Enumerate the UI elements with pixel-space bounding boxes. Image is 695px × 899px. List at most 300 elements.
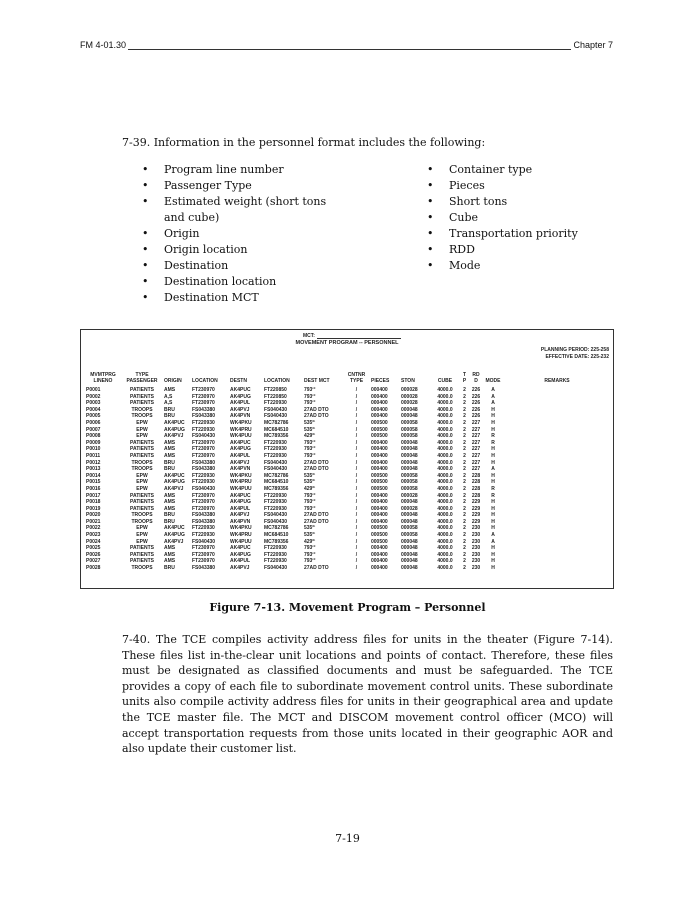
cell-rdd: 229 (471, 518, 481, 525)
cell-mode: H (491, 413, 495, 420)
cell-mct: 535th (304, 418, 316, 426)
cell-loc: FT230970 (192, 551, 215, 558)
cell-rdd: 229 (471, 512, 481, 519)
col-header-tp: T P (462, 372, 467, 384)
cell-mct: 27AD DTO (304, 413, 329, 420)
cell-rdd: 230 (471, 545, 481, 552)
cell-type: TROOPS (131, 512, 153, 519)
col-header-location: LOCATION (192, 378, 218, 384)
cell-ston: 000058 (401, 419, 418, 426)
cell-remarks (503, 525, 611, 532)
cell-tp: 2 (463, 406, 466, 413)
cell-destn: AK4PUL (230, 558, 251, 565)
cell-line: P0027 (86, 558, 101, 565)
ordinal-suffix: th (312, 537, 316, 542)
cell-cntnr: / (355, 525, 358, 532)
cell-mode: H (491, 499, 495, 506)
cell-loc2: FT220850 (264, 387, 287, 393)
cell-cntnr: / (355, 558, 358, 565)
cell-loc: FT230970 (192, 505, 215, 512)
cell-origin: AMS (164, 499, 176, 506)
cell-rdd: 226 (471, 393, 481, 400)
cell-rdd: 228 (471, 472, 481, 479)
effective-date: EFFECTIVE DATE: 225-232 (545, 354, 609, 360)
col-header-ston: STON (401, 378, 415, 384)
cell-remarks (503, 420, 611, 427)
list-item: • Estimated weight (short tons and cube) (140, 194, 350, 226)
col-header-destn: DESTN (230, 378, 247, 384)
table-row (85, 499, 611, 506)
cell-remarks (503, 466, 611, 473)
cell-tp: 2 (463, 558, 466, 565)
col-header-pieces: PIECES (371, 378, 390, 384)
cell-remarks (503, 473, 611, 480)
cell-remarks (503, 394, 611, 401)
cell-pieces: 000400 (371, 505, 388, 512)
table-row (85, 394, 611, 401)
cell-destn: WK4PRU (230, 532, 252, 539)
cell-loc2: MC789356 (264, 538, 289, 545)
cell-destn: AK4PUG (230, 446, 251, 453)
cell-cube: 4000.0 (437, 393, 453, 400)
ordinal-suffix: rd (312, 451, 316, 456)
cell-origin: AK4PVJ (164, 433, 184, 440)
ordinal-suffix: rd (312, 504, 316, 509)
cell-rdd: 227 (471, 426, 481, 433)
cell-rdd: 226 (471, 406, 481, 413)
running-header (80, 40, 613, 54)
cell-pieces: 000400 (371, 446, 388, 453)
cell-cube: 4000.0 (437, 406, 453, 413)
col-header-type: TYPE PASSENGER (126, 372, 158, 384)
cell-loc2: FS040430 (264, 466, 288, 473)
cell-origin: BRU (164, 518, 175, 525)
table-row (85, 473, 611, 480)
cell-tp: 2 (463, 400, 466, 407)
cell-loc: FT220930 (192, 525, 215, 532)
cell-ston: 000048 (401, 413, 418, 420)
cell-type: EPW (136, 538, 148, 545)
ordinal-suffix: th (312, 425, 316, 430)
cell-cntnr: / (355, 518, 358, 525)
mct-blank-line (317, 338, 401, 339)
cell-loc: FS043380 (192, 406, 216, 413)
cell-destn: AK4PUG (230, 499, 251, 506)
cell-cntnr: / (355, 419, 358, 426)
cell-loc: FS040430 (192, 538, 216, 545)
cell-type: EPW (136, 485, 148, 492)
table-row (85, 486, 611, 493)
cell-ston: 000058 (401, 532, 418, 539)
table-row (85, 427, 611, 434)
cell-origin: AMS (164, 505, 176, 512)
cell-ston: 000048 (401, 446, 418, 453)
cell-cntnr: / (355, 538, 358, 545)
cell-type: EPW (136, 419, 148, 426)
cell-rdd: 226 (471, 387, 481, 393)
cell-origin: BRU (164, 413, 175, 420)
cell-remarks (503, 460, 611, 467)
cell-loc2: MC789356 (264, 433, 289, 440)
cell-tp: 2 (463, 499, 466, 506)
table-row (85, 558, 611, 565)
cell-cube: 4000.0 (437, 538, 453, 545)
cell-type: TROOPS (131, 518, 153, 525)
cell-pieces: 000500 (371, 538, 388, 545)
ordinal-suffix: th (312, 432, 316, 437)
cell-loc2: MC684510 (264, 479, 289, 486)
cell-mode: A (491, 400, 495, 407)
cell-origin: AMS (164, 446, 176, 453)
cell-loc: FT220930 (192, 426, 215, 433)
ordinal-suffix: rd (312, 438, 316, 443)
table-row (85, 453, 611, 460)
cell-type: PATIENTS (130, 439, 154, 446)
cell-loc: FT230970 (192, 387, 215, 393)
cell-line: P0004 (86, 406, 101, 413)
figure-caption: Figure 7-13. Movement Program – Personnel (209, 601, 486, 614)
cell-cntnr: / (355, 413, 358, 420)
cell-pieces: 000500 (371, 485, 388, 492)
cell-type: PATIENTS (130, 499, 154, 506)
cell-origin: AMS (164, 439, 176, 446)
cell-tp: 2 (463, 518, 466, 525)
cell-mct: 793rd (304, 504, 316, 512)
list-item: • Destination MCT (140, 290, 350, 306)
cell-mode: H (491, 558, 495, 565)
cell-mode: H (491, 512, 495, 519)
cell-remarks (503, 387, 611, 394)
cell-cube: 4000.0 (437, 459, 453, 466)
cell-line: P0010 (86, 446, 101, 453)
cell-mode: A (491, 532, 495, 539)
cell-type: PATIENTS (130, 393, 154, 400)
cell-destn: AK4PVJ (230, 512, 250, 519)
cell-rdd: 230 (471, 538, 481, 545)
cell-tp: 2 (463, 426, 466, 433)
cell-rdd: 229 (471, 505, 481, 512)
cell-loc: FT220930 (192, 419, 215, 426)
cell-loc2: FT220930 (264, 551, 287, 558)
table-header-row (85, 372, 611, 387)
cell-loc: FT230970 (192, 446, 215, 453)
cell-cube: 4000.0 (437, 472, 453, 479)
cell-line: P0023 (86, 532, 101, 539)
cell-loc2: FT220930 (264, 400, 287, 407)
cell-loc2: FS040430 (264, 565, 288, 572)
cell-tp: 2 (463, 387, 466, 393)
cell-mct: 429th (304, 537, 316, 545)
cell-mct: 535th (304, 524, 316, 532)
cell-ston: 000028 (401, 492, 418, 499)
list-item: • Pieces (425, 178, 605, 194)
cell-cntnr: / (355, 485, 358, 492)
cell-origin: AMS (164, 558, 176, 565)
cell-remarks (503, 407, 611, 414)
cell-mct: 793rd (304, 550, 316, 558)
cell-type: PATIENTS (130, 387, 154, 393)
cell-ston: 000058 (401, 472, 418, 479)
cell-line: P0009 (86, 439, 101, 446)
cell-pieces: 000400 (371, 406, 388, 413)
cell-cntnr: / (355, 400, 358, 407)
table-row (85, 407, 611, 414)
cell-rdd: 227 (471, 439, 481, 446)
cell-destn: AK4PUL (230, 452, 251, 459)
cell-cube: 4000.0 (437, 413, 453, 420)
cell-pieces: 000400 (371, 387, 388, 393)
cell-remarks (503, 433, 611, 440)
cell-remarks (503, 512, 611, 519)
cell-origin: AMS (164, 452, 176, 459)
list-item: • Destination location (140, 274, 350, 290)
cell-mode: H (491, 446, 495, 453)
ordinal-suffix: rd (312, 544, 316, 549)
cell-mct: 793rd (304, 399, 316, 407)
cell-mode: H (491, 452, 495, 459)
cell-destn: WK4PUU (230, 433, 252, 440)
cell-pieces: 000400 (371, 551, 388, 558)
ordinal-suffix: rd (312, 386, 316, 390)
cell-type: TROOPS (131, 413, 153, 420)
col-header-remarks: REMARKS (544, 378, 570, 384)
cell-pieces: 000400 (371, 558, 388, 565)
cell-cube: 4000.0 (437, 387, 453, 393)
ordinal-suffix: rd (312, 491, 316, 496)
cell-mode: H (491, 525, 495, 532)
cell-line: P0008 (86, 433, 101, 440)
cell-line: P0017 (86, 492, 101, 499)
cell-remarks (503, 493, 611, 500)
ordinal-suffix: rd (312, 445, 316, 450)
cell-remarks (503, 532, 611, 539)
list-item: • Origin location (140, 242, 350, 258)
cell-remarks (503, 539, 611, 546)
table-row (85, 532, 611, 539)
cell-ston: 000048 (401, 538, 418, 545)
cell-ston: 000048 (401, 545, 418, 552)
list-item: • Passenger Type (140, 178, 350, 194)
cell-mode: A (491, 538, 495, 545)
cell-ston: 000048 (401, 499, 418, 506)
cell-mct: 793rd (304, 451, 316, 459)
cell-type: TROOPS (131, 565, 153, 572)
cell-loc2: FT220930 (264, 545, 287, 552)
cell-loc2: FT220930 (264, 439, 287, 446)
cell-cube: 4000.0 (437, 419, 453, 426)
cell-cntnr: / (355, 393, 358, 400)
ordinal-suffix: rd (312, 550, 316, 555)
cell-cube: 4000.0 (437, 505, 453, 512)
cell-remarks (503, 453, 611, 460)
cell-pieces: 000500 (371, 426, 388, 433)
cell-cube: 4000.0 (437, 558, 453, 565)
cell-destn: AK4PUC (230, 439, 251, 446)
mct-field (303, 333, 401, 339)
cell-loc2: FT220930 (264, 446, 287, 453)
table-row (85, 565, 611, 572)
cell-tp: 2 (463, 393, 466, 400)
cell-line: P0013 (86, 466, 101, 473)
cell-pieces: 000500 (371, 433, 388, 440)
cell-loc2: MC684510 (264, 426, 289, 433)
cell-line: P0024 (86, 538, 101, 545)
cell-ston: 000048 (401, 466, 418, 473)
ordinal-suffix: th (312, 478, 316, 483)
cell-loc: FT220930 (192, 532, 215, 539)
cell-remarks (503, 479, 611, 486)
cell-line: P0026 (86, 551, 101, 558)
list-item: • Origin (140, 226, 350, 242)
cell-ston: 000028 (401, 400, 418, 407)
cell-line: P0025 (86, 545, 101, 552)
cell-tp: 2 (463, 538, 466, 545)
cell-loc2: FT220850 (264, 393, 287, 400)
mct-label: MCT: (303, 333, 315, 339)
cell-pieces: 000500 (371, 525, 388, 532)
cell-mode: H (491, 479, 495, 486)
cell-rdd: 229 (471, 499, 481, 506)
cell-line: P0028 (86, 565, 101, 572)
cell-pieces: 000500 (371, 479, 388, 486)
cell-rdd: 230 (471, 558, 481, 565)
table-row (85, 512, 611, 519)
cell-cube: 4000.0 (437, 499, 453, 506)
cell-loc2: FS040430 (264, 512, 288, 519)
cell-remarks (503, 552, 611, 559)
planning-period: PLANNING PERIOD: 225-258 (540, 347, 609, 353)
col-header-mode: MODE (485, 378, 501, 384)
cell-rdd: 227 (471, 433, 481, 440)
cell-type: EPW (136, 433, 148, 440)
list-item: • RDD (425, 242, 605, 258)
cell-cntnr: / (355, 446, 358, 453)
list-item: • Transportation priority (425, 226, 605, 242)
cell-ston: 000048 (401, 512, 418, 519)
cell-line: P0001 (86, 387, 101, 393)
cell-loc: FT230970 (192, 545, 215, 552)
cell-pieces: 000400 (371, 459, 388, 466)
cell-cube: 4000.0 (437, 565, 453, 572)
cell-destn: AK4PUG (230, 393, 251, 400)
cell-loc2: MC789356 (264, 485, 289, 492)
movement-program-table (85, 372, 611, 572)
cell-cube: 4000.0 (437, 446, 453, 453)
table-row (85, 545, 611, 552)
cell-origin: AK4PUC (164, 419, 185, 426)
cell-pieces: 000400 (371, 466, 388, 473)
list-item: • Mode (425, 258, 605, 274)
cell-destn: WK4PKU (230, 472, 252, 479)
cell-tp: 2 (463, 466, 466, 473)
cell-tp: 2 (463, 472, 466, 479)
cell-origin: BRU (164, 459, 175, 466)
table-row (85, 519, 611, 526)
cell-mct: 429th (304, 484, 316, 492)
header-rule (80, 49, 613, 50)
cell-loc2: FS040430 (264, 459, 288, 466)
cell-line: P0021 (86, 518, 101, 525)
list-item: • Destination (140, 258, 350, 274)
cell-line: P0020 (86, 512, 101, 519)
cell-mode: A (491, 393, 495, 400)
cell-loc: FS040430 (192, 485, 216, 492)
cell-mct: 793rd (304, 491, 316, 499)
cell-mode: H (491, 505, 495, 512)
cell-remarks (503, 506, 611, 513)
cell-destn: AK4PVN (230, 413, 251, 420)
cell-rdd: 227 (471, 459, 481, 466)
cell-cntnr: / (355, 466, 358, 473)
cell-type: PATIENTS (130, 545, 154, 552)
table-row (85, 552, 611, 559)
cell-cntnr: / (355, 551, 358, 558)
cell-line: P0011 (86, 452, 101, 459)
cell-type: EPW (136, 532, 148, 539)
cell-line: P0019 (86, 505, 101, 512)
cell-rdd: 227 (471, 446, 481, 453)
cell-remarks (503, 446, 611, 453)
page-number: 7-19 (335, 832, 360, 845)
cell-loc2: MC684510 (264, 532, 289, 539)
table-row (85, 387, 611, 394)
cell-cube: 4000.0 (437, 485, 453, 492)
col-header-dest-mct: DEST MCT (304, 378, 330, 384)
cell-origin: AK4PUG (164, 532, 185, 539)
cell-cube: 4000.0 (437, 466, 453, 473)
col-header-line: MVMTPRG LINENO (90, 372, 116, 384)
cell-cube: 4000.0 (437, 532, 453, 539)
cell-cntnr: / (355, 433, 358, 440)
list-item: • Short tons (425, 194, 605, 210)
cell-mode: H (491, 419, 495, 426)
cell-line: P0005 (86, 413, 101, 420)
cell-type: PATIENTS (130, 446, 154, 453)
paragraph-7-40: 7-40. The TCE compiles activity address files for units in the theater (Figure 7-14). These files list in-the-clear unit locations and points of contact. Therefore, these files must be designated as classified documents and must be safeguarded. The TCE provides a copy of each file to subordinate movement control units. These subordinate units also compile activity address files for units in their geographical area and update the TCE master file. The MCT and DISCOM movement control officer (MCO) will accept transportation requests from those units located in their geographic AOR and also update their customer list. (122, 633, 613, 756)
cell-type: PATIENTS (130, 400, 154, 407)
cell-cube: 4000.0 (437, 551, 453, 558)
cell-cntnr: / (355, 492, 358, 499)
cell-ston: 000028 (401, 387, 418, 393)
cell-type: PATIENTS (130, 551, 154, 558)
cell-destn: AK4PUL (230, 400, 251, 407)
cell-mode: R (491, 439, 495, 446)
cell-ston: 000048 (401, 551, 418, 558)
cell-line: P0006 (86, 419, 101, 426)
cell-mct: 535th (304, 425, 316, 433)
cell-tp: 2 (463, 413, 466, 420)
cell-cntnr: / (355, 452, 358, 459)
cell-destn: AK4PUG (230, 551, 251, 558)
cell-cntnr: / (355, 426, 358, 433)
cell-mct: 27AD DTO (304, 466, 329, 473)
report-title: MOVEMENT PROGRAM -- PERSONNEL (295, 340, 399, 346)
cell-type: PATIENTS (130, 452, 154, 459)
cell-cube: 4000.0 (437, 452, 453, 459)
table-row (85, 420, 611, 427)
cell-cube: 4000.0 (437, 525, 453, 532)
cell-origin: AMS (164, 492, 176, 499)
cell-cntnr: / (355, 387, 358, 393)
cell-origin: AK4PVJ (164, 485, 184, 492)
cell-type: TROOPS (131, 459, 153, 466)
cell-loc: FT230970 (192, 400, 215, 407)
table-row (85, 400, 611, 407)
cell-loc2: FS040430 (264, 406, 288, 413)
cell-remarks (503, 400, 611, 407)
col-header-location2: LOCATION (264, 378, 290, 384)
cell-origin: AMS (164, 545, 176, 552)
